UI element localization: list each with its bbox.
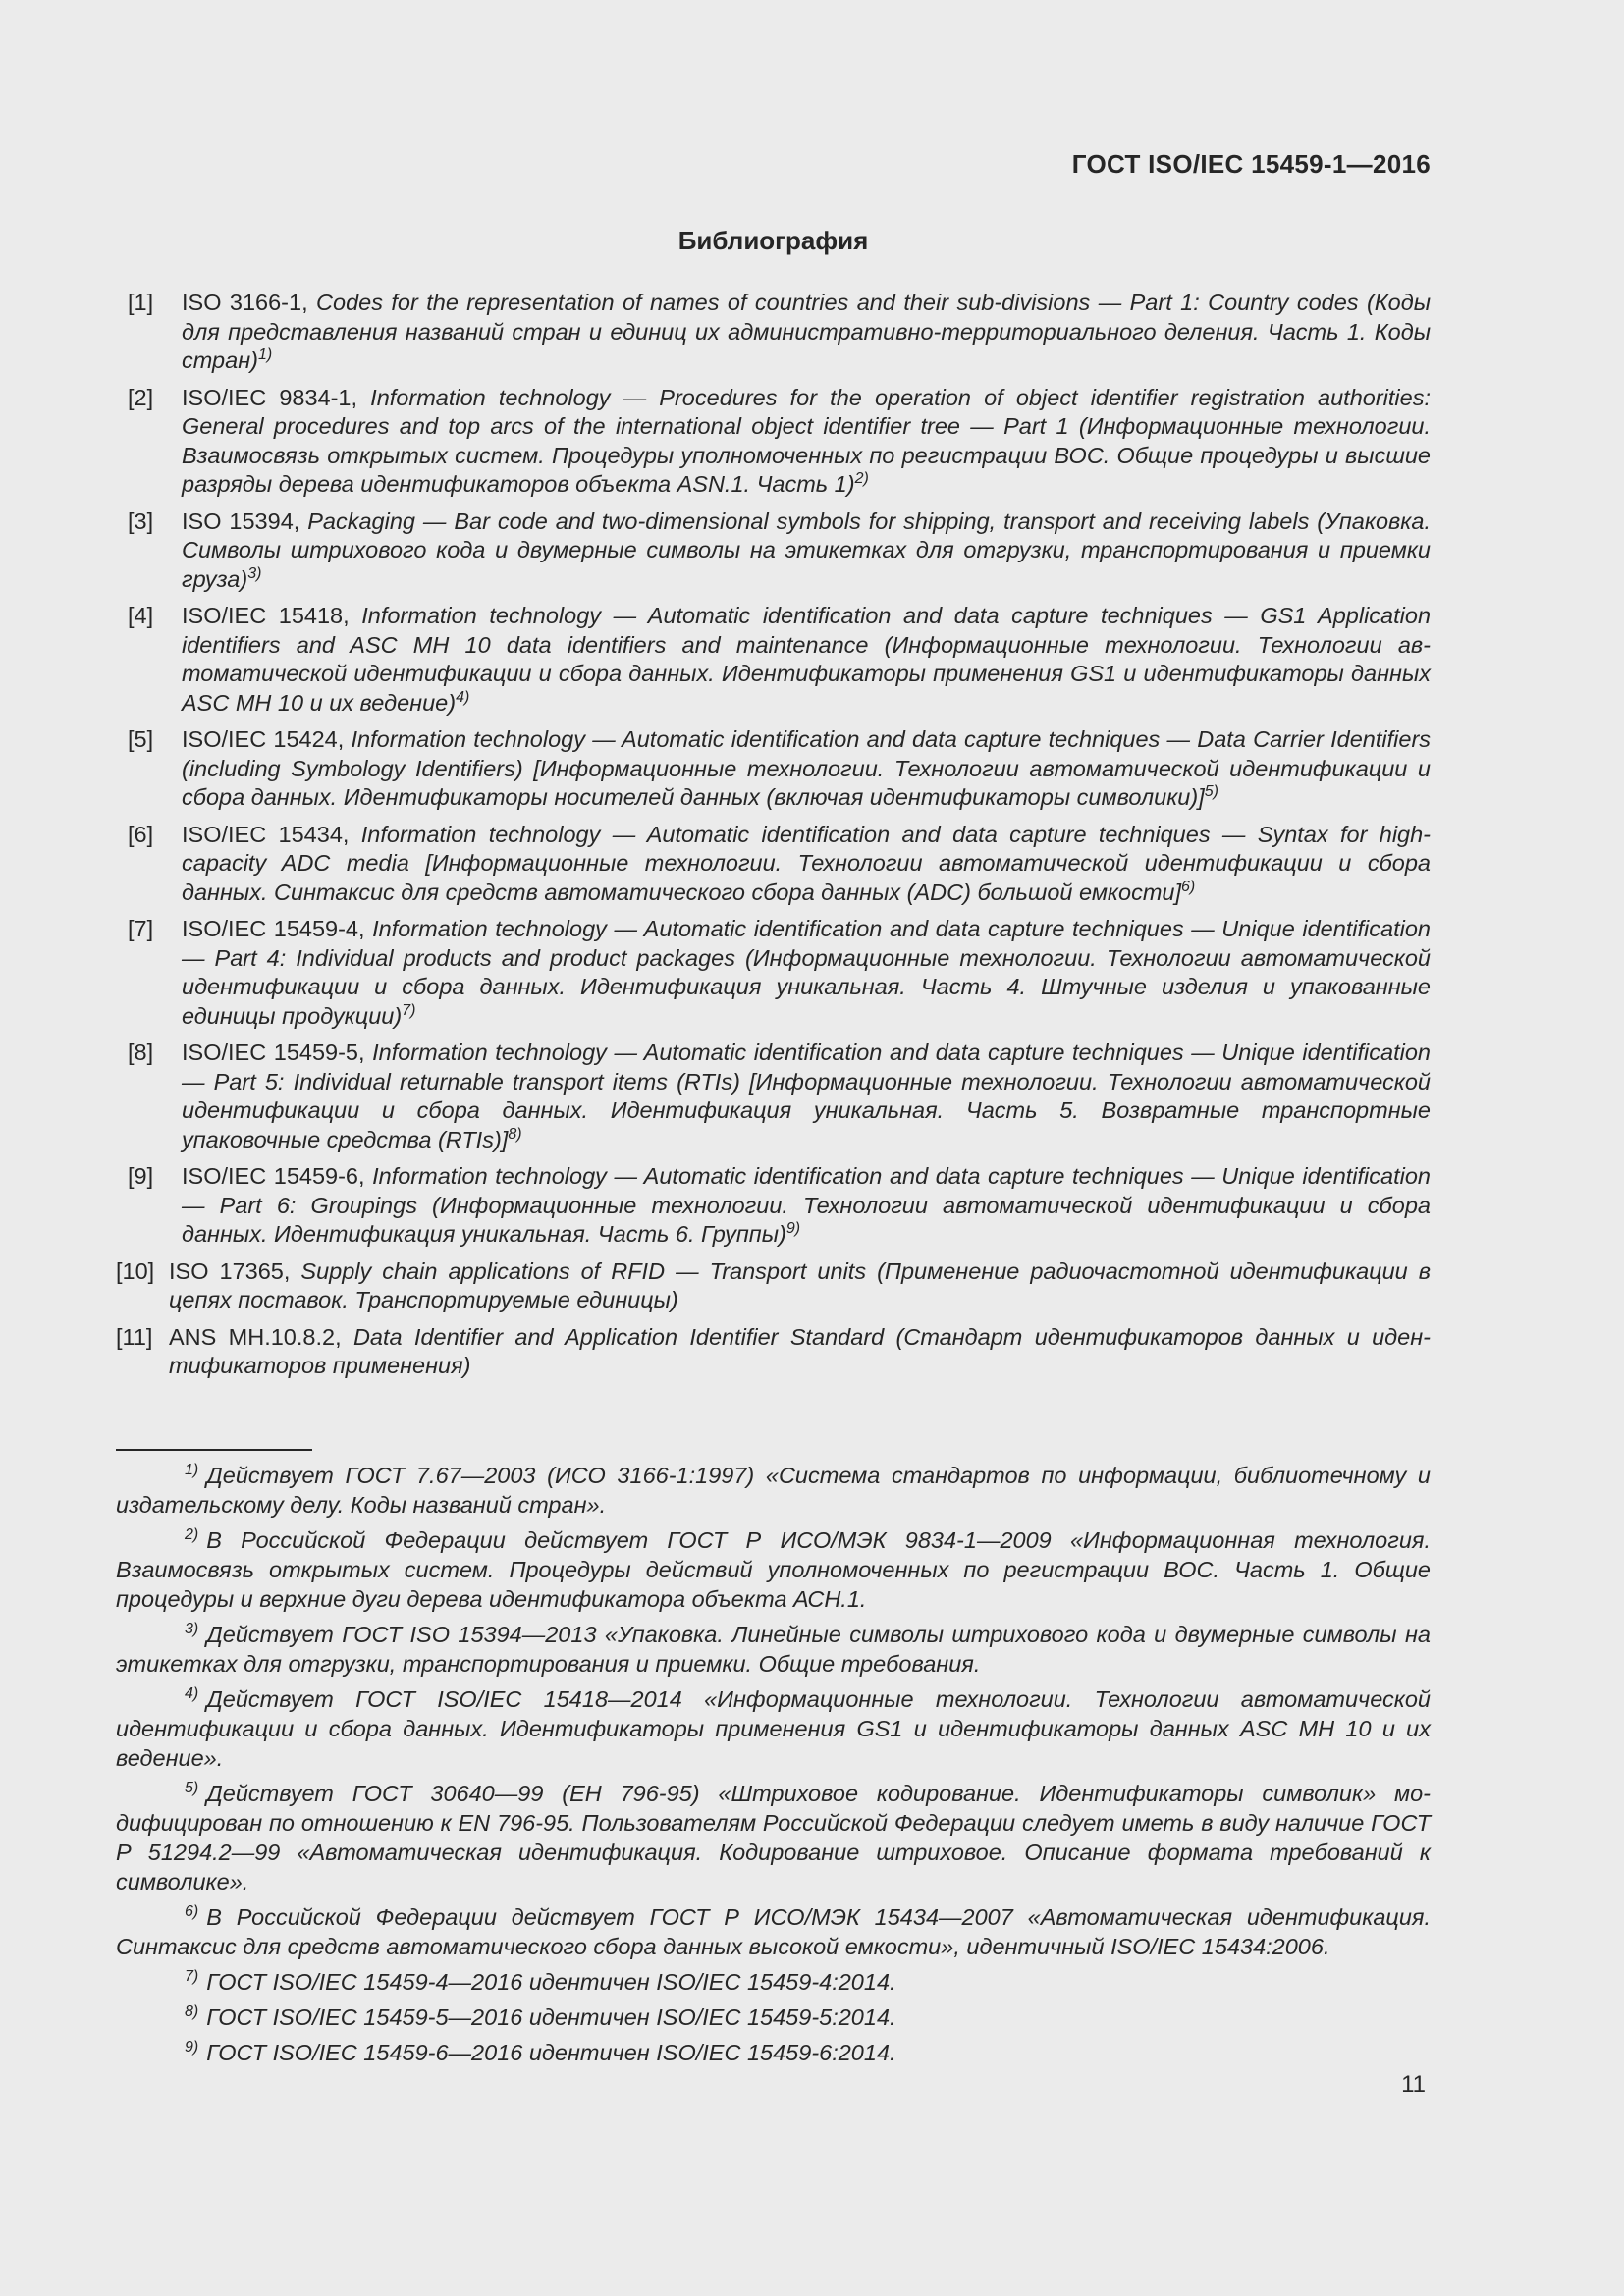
footnote-text: ГОСТ ISO/IEC 15459-6—2016 идентичен ISO/IEC 15459-6:2014. (206, 2040, 896, 2065)
footnote-mark: 4) (185, 1685, 199, 1702)
bibliography-list (116, 289, 1431, 1389)
document-id-header: ГОСТ ISO/IEC 15459-1—2016 (1071, 149, 1431, 179)
footnote (116, 1620, 1431, 1679)
entry-description: Codes for the representation of names of countries and their sub-divisions — Part 1: Country codes (Коды для представления названий стран и единиц их административно-территориального деления. Часть 1. Коды стран) (182, 290, 1431, 373)
entry-description: Information technology — Automatic identification and data capture techniques — GS1 Application identifiers and ASC MH 10 data identifiers and maintenance (Информационные технологии. Технологии автоматической идентификации и сбора данных. Идентификаторы применения GS1 и идентификаторы данных ASC MH 10 и их ведение) (182, 603, 1432, 716)
bibliography-entry (116, 915, 1431, 1031)
footnote (116, 2002, 1431, 2032)
bibliography-entry (116, 1162, 1431, 1250)
footnote (116, 1684, 1431, 1773)
entry-number: [10] (116, 1257, 155, 1284)
bibliography-entry (116, 821, 1431, 908)
bibliography-entry (116, 384, 1431, 500)
section-title: Библиография (677, 226, 869, 255)
footnote-reference: 3) (247, 564, 262, 582)
footnote (116, 1525, 1431, 1614)
footnote-text: Действует ГОСТ 7.67—2003 (ИСО 3166-1:1997) «Система стандартов по информации, библиотечному и издательскому делу. Коды названий стран». (116, 1463, 1431, 1518)
entry-number: [5] (128, 726, 154, 752)
footnote (116, 1461, 1431, 1520)
entry-code: ISO/IEC 15424, (182, 726, 345, 752)
footnote-mark: 1) (185, 1462, 199, 1478)
entry-code: ISO/IEC 15459-4, (182, 916, 365, 941)
entry-code: ISO/IEC 15434, (182, 821, 350, 847)
footnote-reference: 7) (402, 1001, 416, 1019)
footnote-text: В Российской Федерации действует ГОСТ Р ИСО/МЭК 9834-1—2009 «Информационная технология. Взаимосвязь открытых систем. Процедуры действий уполномоченных по регистрации ВОС. Часть 1. Общие процедуры и верхние дуги дерева идентификатора объекта АСН.1. (116, 1527, 1431, 1612)
entry-description: Packaging — Bar code and two-dimensional symbols for shipping, transport and receiving labels (Упаковка. Символы штрихового кода и двумерные символы на этикетках для отгрузки, транспортирования и приемки груза) (182, 507, 1431, 592)
footnote-text: В Российской Федерации действует ГОСТ Р ИСО/МЭК 15434—2007 «Автоматическая идентификация. Синтаксис для средств автоматического сбора данных высокой емкости», идентичный ISO/IEC 15434:2006. (116, 1904, 1431, 1959)
footnote-reference: 5) (1204, 783, 1218, 800)
entry-code: ISO/IEC 15459-6, (182, 1163, 365, 1189)
entry-number: [6] (128, 821, 154, 847)
entry-number: [11] (116, 1323, 153, 1350)
footnote-reference: 6) (1181, 878, 1196, 895)
entry-number: [9] (128, 1163, 154, 1189)
footnote-text: Действует ГОСТ 30640—99 (ЕН 796-95) «Штриховое кодирование. Идентификаторы символик» модифицирован по отношению к EN 796-95. Пользователям Российской Федерации следует иметь в виду наличие ГОСТ Р 51294.2—99 «Автоматическая идентификация. Кодирование штриховое. Описание формата требований к символике». (116, 1781, 1431, 1895)
entry-code: ISO 17365, (169, 1257, 291, 1284)
entry-code: ISO 3166-1, (182, 290, 308, 315)
bibliography-entry (116, 725, 1431, 813)
bibliography-entry (116, 602, 1431, 718)
entry-number: [7] (128, 916, 154, 941)
footnote-mark: 6) (185, 1903, 199, 1920)
footnote-text: ГОСТ ISO/IEC 15459-5—2016 идентичен ISO/IEC 15459-5:2014. (206, 2004, 896, 2030)
entry-description: Information technology — Automatic identification and data capture techniques — Unique identification — Part 5: Individual returnable transport items (RTIs) [Информационные технологии. Технологии автоматической идентификации и сбора данных. Идентификация уникальная. Часть 5. Возвратные транспортные упаковочные средства (RTIs)] (182, 1040, 1431, 1152)
entry-number: [2] (128, 384, 154, 410)
footnote (116, 1967, 1431, 1997)
entry-code: ISO/IEC 15418, (182, 603, 350, 628)
footnote-mark: 7) (185, 1968, 199, 1985)
entry-description: Information technology — Automatic identification and data capture techniques — Data Carrier Identifiers (including Symbology Identifiers) [Информационные технологии. Технологии автоматической идентификации и сбора данных. Идентификаторы носителей данных (включая идентификаторы символики)] (182, 726, 1432, 810)
bibliography-entry (116, 1257, 1431, 1315)
entry-number: [8] (128, 1040, 154, 1065)
footnote (116, 1779, 1431, 1896)
entry-number: [1] (128, 290, 154, 315)
bibliography-entry (116, 1039, 1431, 1154)
entry-code: ISO 15394, (182, 507, 300, 534)
footnote-mark: 5) (185, 1780, 199, 1796)
footnote-mark: 9) (185, 2039, 199, 2056)
entry-description: Information technology — Automatic identification and data capture techniques — Unique identification — Part 6: Groupings (Информационные технологии. Технологии автоматической идентификации и сбора данных. Идентификация уникальная. Часть 6. Группы) (182, 1163, 1431, 1247)
page-number: 11 (1401, 2071, 1426, 2098)
footnote (116, 1902, 1431, 1961)
footnote-text: Действует ГОСТ ISO 15394—2013 «Упаковка. Линейные символы штрихового кода и двумерные символы на этикетках для отгрузки, транспортирования и приемки. Общие требования. (116, 1622, 1431, 1677)
footnote-reference: 4) (456, 688, 470, 706)
footnote-text: Действует ГОСТ ISO/IEC 15418—2014 «Информационные технологии. Технологии автоматической идентификации и сбора данных. Идентификаторы применения GS1 и идентификаторы данных ASC MH 10 и их ведение». (116, 1686, 1431, 1771)
footnote-mark: 3) (185, 1621, 199, 1637)
footnote-reference: 1) (257, 347, 273, 363)
entry-description: Supply chain applications of RFID — Transport units (Применение радиочастотной идентификации в цепях поставок. Транспортируемые единицы) (169, 1257, 1432, 1312)
footnote-divider (116, 1449, 312, 1451)
footnotes-list (116, 1461, 1431, 2073)
entry-code: ISO/IEC 9834-1, (182, 384, 358, 410)
footnote-text: ГОСТ ISO/IEC 15459-4—2016 идентичен ISO/IEC 15459-4:2014. (206, 1969, 896, 1995)
entry-description: Information technology — Automatic identification and data capture techniques — Unique identification — Part 4: Individual products and product packages (Информационные технологии. Технологии автоматической идентификации и сбора данных. Идентификация уникальная. Часть 4. Штучные изделия и упакованные единицы продукции) (182, 916, 1431, 1029)
entry-code: ANS MH.10.8.2, (169, 1323, 342, 1350)
entry-description: Information technology — Automatic identification and data capture techniques — Syntax for high-capacity ADC media [Информационные технологии. Технологии автоматической идентификации и сбора данных. Синтаксис для средств автоматического сбора данных (ADC) большой емкости] (182, 821, 1431, 905)
entry-number: [4] (128, 603, 154, 628)
footnote-reference: 9) (785, 1220, 801, 1237)
footnote (116, 2038, 1431, 2067)
footnote-mark: 2) (185, 1526, 199, 1543)
entry-number: [3] (128, 507, 154, 534)
entry-code: ISO/IEC 15459-5, (182, 1040, 365, 1065)
footnote-reference: 8) (508, 1125, 522, 1143)
bibliography-entry (116, 507, 1431, 595)
entry-description: Data Identifier and Application Identifier Standard (Стандарт идентификаторов данных и идентификаторов применения) (169, 1323, 1431, 1378)
bibliography-entry (116, 1323, 1431, 1381)
footnote-reference: 2) (854, 470, 869, 487)
entry-description: Information technology — Procedures for the operation of object identifier registration authorities: General procedures and top arcs of the international object identifier tree — Part 1 (Информационные технологии. Взаимосвязь открытых систем. Процедуры уполномоченных по регистрации ВОС. Общие процедуры и высшие разряды дерева идентификаторов объекта ASN.1. Часть 1) (182, 384, 1431, 497)
bibliography-entry (116, 289, 1431, 376)
footnote-mark: 8) (185, 2003, 199, 2020)
